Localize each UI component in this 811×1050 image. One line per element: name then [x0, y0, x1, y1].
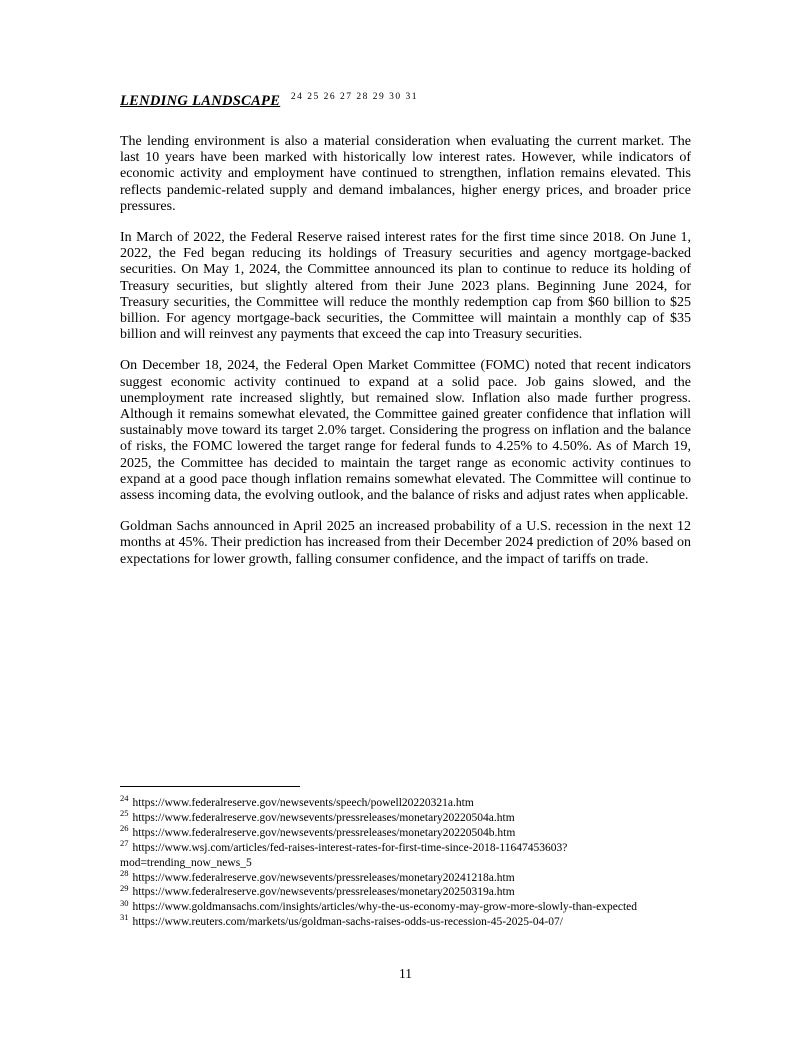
footnote-number: 31 [120, 912, 129, 923]
footnote-url: https://www.federalreserve.gov/newsevents/pressreleases/monetary20220504a.htm [132, 811, 515, 824]
footnote-number: 30 [120, 897, 129, 908]
footnote-31 [120, 912, 691, 930]
paragraph-lending-environment: The lending environment is also a material consideration when evaluating the current market. The last 10 years have been marked with historically low interest rates. However, while indicators of economic activity and employment have continued to strengthen, inflation remains elevated. This reflects pandemic-related supply and demand imbalances, higher energy prices, and broader price pressures. [120, 134, 691, 214]
page-number: 11 [399, 966, 412, 981]
footnote-26 [120, 822, 691, 841]
footnote-url: https://www.federalreserve.gov/newsevents/pressreleases/monetary20241218a.htm [132, 871, 515, 884]
footnote-url: https://www.wsj.com/articles/fed-raises-interest-rates-for-first-time-since-2018-11647453603?mod=trending_now_news_5 [120, 841, 568, 869]
paragraph-fed-rate-actions: In March of 2022, the Federal Reserve raised interest rates for the first time since 2018. On June 1, 2022, the Fed began reducing its holdings of Treasury securities and agency mortgage-backed securities. On May 1, 2024, the Committee announced its plan to continue to reduce its holding of Treasury securities, but slightly altered from their June 2023 plans. Beginning June 2024, for Treasury securities, the Committee will reduce the monthly redemption cap from $60 billion to $25 billion. For agency mortgage-back securities, the Committee will maintain a monthly cap of $35 billion and will reinvest any payments that exceed the cap into Treasury securities. [120, 230, 691, 343]
footnote-number: 26 [120, 822, 129, 833]
footnote-url: https://www.federalreserve.gov/newsevents/pressreleases/monetary20220504b.htm [132, 826, 516, 839]
section-heading [120, 92, 691, 110]
footnote-url: https://www.federalreserve.gov/newsevents/pressreleases/monetary20250319a.htm [132, 886, 515, 899]
footnote-number: 28 [120, 867, 129, 878]
footnotes-section [120, 786, 691, 930]
footnote-number: 24 [120, 793, 129, 804]
footnote-28 [120, 867, 691, 886]
footnote-30 [120, 897, 691, 915]
page-body [120, 92, 691, 583]
footnote-separator [120, 786, 300, 787]
footnote-url: https://www.federalreserve.gov/newsevents/speech/powell20220321a.htm [132, 797, 474, 809]
footnote-number: 25 [120, 808, 129, 819]
paragraph-goldman-sachs: Goldman Sachs announced in April 2025 an increased probability of a U.S. recession in the next 12 months at 45%. Their prediction has increased from their December 2024 prediction of 20% based on expectations for lower growth, falling consumer confidence, and the impact of tariffs on trade. [120, 519, 691, 567]
section-heading-text: LENDING LANDSCAPE [120, 93, 281, 109]
footnote-number: 29 [120, 882, 129, 893]
paragraph-fomc-december: On December 18, 2024, the Federal Open Market Committee (FOMC) noted that recent indicators suggest economic activity continued to expand at a solid pace. Job gains slowed, and the unemployment rate increased slightly, but remained slow. Inflation also made further progress. Although it remains somewhat elevated, the Committee gained greater confidence that inflation will sustainably move toward its target 2.0% target. Considering the progress on inflation and the balance of risks, the FOMC lowered the target range for federal funds to 4.25% to 4.50%. As of March 19, 2025, the Committee has decided to maintain the target range as economic activity continues to expand at a good pace though inflation remains somewhat elevated. The Committee will continue to assess incoming data, the evolving outlook, and the balance of risks and adjust rates when applicable. [120, 358, 691, 504]
heading-footnote-refs: 24 25 26 27 28 29 30 31 [290, 92, 418, 103]
footnote-25 [120, 808, 691, 826]
footnote-url: https://www.reuters.com/markets/us/goldman-sachs-raises-odds-us-recession-45-2025-04-07/ [132, 916, 563, 929]
footnote-24 [120, 793, 691, 811]
footnote-29 [120, 882, 691, 900]
footnote-number: 27 [120, 837, 129, 848]
footnote-27 [120, 837, 691, 871]
footnote-url: https://www.goldmansachs.com/insights/articles/why-the-us-economy-may-grow-more-slowly-than-expected [132, 901, 637, 914]
